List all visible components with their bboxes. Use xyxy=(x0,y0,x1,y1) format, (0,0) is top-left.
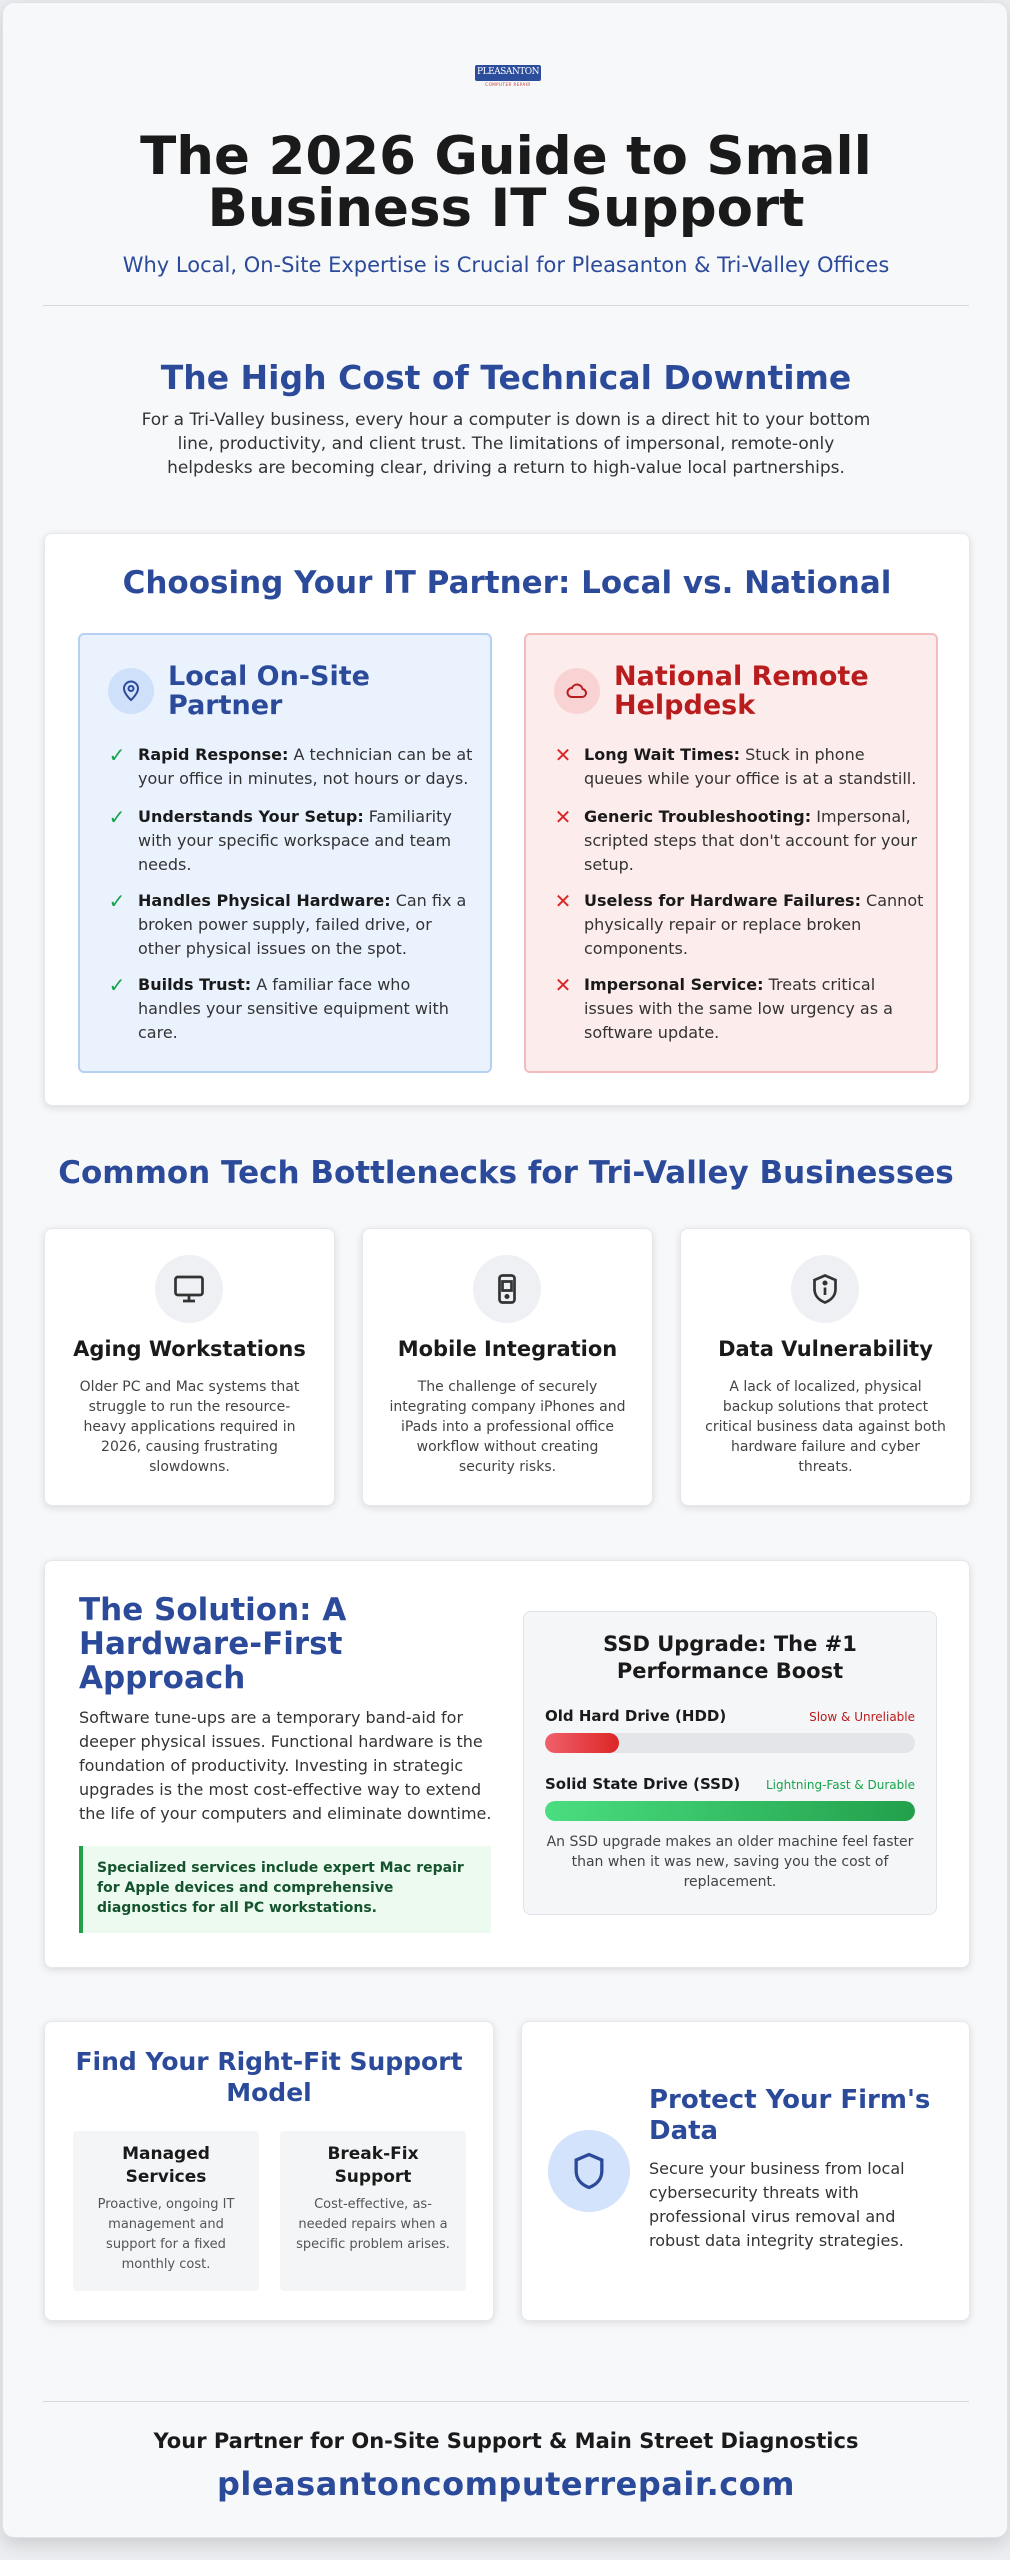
cross-icon: ✕ xyxy=(554,973,572,997)
footer-tagline: Your Partner for On-Site Support & Main Street Diagnostics xyxy=(153,2429,859,2453)
hdd-tag: Slow & Unreliable xyxy=(809,1710,915,1724)
page-title: The 2026 Guide to Small Business IT Support xyxy=(140,126,872,239)
cloud-icon xyxy=(554,668,600,714)
check-icon: ✓ xyxy=(108,805,126,829)
downtime-text: For a Tri-Valley business, every hour a computer is down is a direct hit to your bottom line, productivity, and client trust. The limitations of impersonal, remote-only helpdesks are becoming clear, driving a return to high-value local partnerships. xyxy=(141,410,871,478)
ssd-label: Solid State Drive (SSD) xyxy=(545,1775,741,1793)
logo-subtext: COMPUTER REPAIR xyxy=(485,82,531,87)
national-item: Generic Troubleshooting: Impersonal, scripted steps that don't account for your setup. xyxy=(584,807,918,874)
comparison-heading: Choosing Your IT Partner: Local vs. National xyxy=(122,565,892,601)
national-helpdesk-heading: National Remote Helpdesk xyxy=(614,661,869,721)
local-item: Handles Physical Hardware: Can fix a broken power supply, failed drive, or other physical issues on the spot. xyxy=(138,891,467,958)
model-text: Proactive, ongoing IT management and support for a fixed monthly cost. xyxy=(97,2197,235,2272)
bottleneck-text: A lack of localized, physical backup solutions that protect critical business data against both hardware failure and cyber threats. xyxy=(705,1379,946,1475)
page-subtitle: Why Local, On-Site Expertise is Crucial for Pleasanton & Tri-Valley Offices xyxy=(122,253,890,277)
hdd-bar-track xyxy=(545,1733,915,1753)
solution-text: Software tune-ups are a temporary band-aid for deeper physical issues. Functional hardware is the foundation of productivity. Investing in strategic upgrades is the most cost-effective way to extend the life of your computers and eliminate downtime. xyxy=(79,1708,492,1823)
shield-info-icon xyxy=(791,1255,859,1323)
ssd-bar-track xyxy=(545,1801,915,1821)
solution-heading: The Solution: A Hardware-First Approach xyxy=(79,1592,347,1696)
model-title: Break-Fix Support xyxy=(327,2144,419,2187)
bottlenecks-heading: Common Tech Bottlenecks for Tri-Valley Businesses xyxy=(58,1155,954,1191)
infographic-page xyxy=(2,2,1008,2538)
cross-icon: ✕ xyxy=(554,889,572,913)
model-title: Managed Services xyxy=(122,2144,210,2187)
ssd-bar-fill xyxy=(545,1801,915,1821)
ssd-heading: SSD Upgrade: The #1 Performance Boost xyxy=(603,1632,857,1683)
local-item: Understands Your Setup: Familiarity with your specific workspace and team needs. xyxy=(138,807,452,874)
check-icon: ✓ xyxy=(108,889,126,913)
downtime-heading: The High Cost of Technical Downtime xyxy=(160,358,852,397)
ssd-note: An SSD upgrade makes an older machine feel faster than when it was new, saving you the cost of replacement. xyxy=(546,1834,914,1890)
header-divider xyxy=(43,305,969,306)
check-icon: ✓ xyxy=(108,973,126,997)
services-callout: Specialized services include expert Mac repair for Apple devices and comprehensive diagnostics for all PC workstations. xyxy=(79,1846,491,1933)
protect-text: Secure your business from local cybersecurity threats with professional virus removal and robust data integrity strategies. xyxy=(649,2159,905,2250)
phone-icon xyxy=(473,1255,541,1323)
bottleneck-title: Data Vulnerability xyxy=(718,1337,933,1361)
monitor-icon xyxy=(155,1255,223,1323)
bottleneck-text: The challenge of securely integrating company iPhones and iPads into a professional office workflow without creating security risks. xyxy=(389,1379,626,1475)
hdd-bar-fill xyxy=(545,1733,619,1753)
protect-heading: Protect Your Firm's Data xyxy=(649,2085,931,2146)
bottleneck-title: Mobile Integration xyxy=(397,1337,618,1361)
national-item: Impersonal Service: Treats critical issues with the same low urgency as a software update. xyxy=(584,975,893,1042)
ssd-tag: Lightning-Fast & Durable xyxy=(765,1778,915,1792)
hdd-label: Old Hard Drive (HDD) xyxy=(545,1707,727,1725)
location-pin-icon xyxy=(108,668,154,714)
logo-text: PLEASANTON xyxy=(477,67,539,77)
shield-icon xyxy=(548,2130,630,2212)
bottleneck-title: Aging Workstations xyxy=(73,1337,306,1361)
model-text: Cost-effective, as-needed repairs when a specific problem arises. xyxy=(296,2197,450,2252)
local-item: Rapid Response: A technician can be at your office in minutes, not hours or days. xyxy=(138,745,473,788)
support-model-heading: Find Your Right-Fit Support Model xyxy=(75,2047,463,2107)
bottleneck-text: Older PC and Mac systems that struggle to run the resource-heavy applications required in 2026, causing frustrating slowdowns. xyxy=(79,1379,300,1475)
website-link[interactable]: pleasantoncomputerrepair.com xyxy=(216,2465,796,2503)
cross-icon: ✕ xyxy=(554,743,572,767)
local-partner-heading: Local On-Site Partner xyxy=(168,661,370,721)
national-item: Long Wait Times: Stuck in phone queues while your office is at a standstill. xyxy=(584,745,917,788)
local-item: Builds Trust: A familiar face who handles your sensitive equipment with care. xyxy=(138,975,449,1042)
company-logo[interactable] xyxy=(475,65,541,87)
footer-divider xyxy=(43,2401,969,2402)
cross-icon: ✕ xyxy=(554,805,572,829)
check-icon: ✓ xyxy=(108,743,126,767)
national-item: Useless for Hardware Failures: Cannot physically repair or replace broken components. xyxy=(584,891,924,958)
